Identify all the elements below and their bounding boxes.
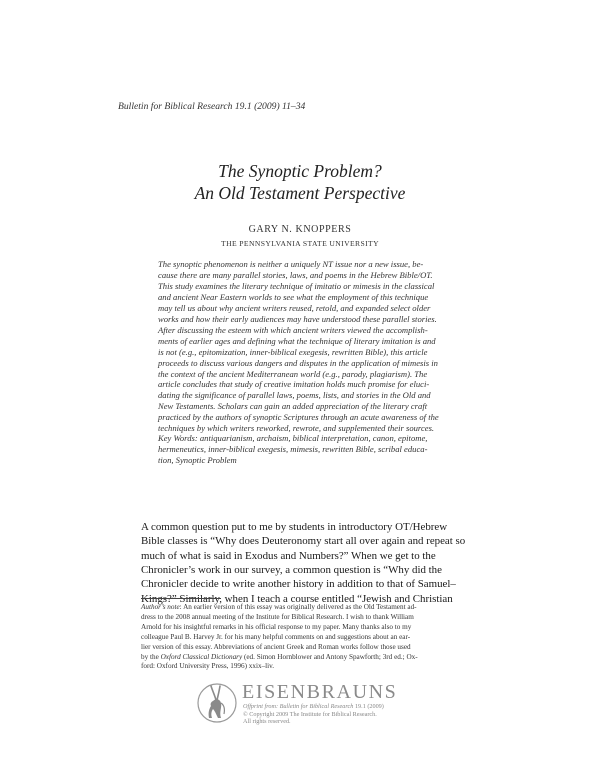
footnote-line: colleague Paul B. Harvey Jr. for his many helpful comments on and suggestions about an ear- (141, 632, 411, 641)
author-affiliation: THE PENNSYLVANIA STATE UNIVERSITY (221, 239, 379, 248)
body-line: Bible classes is “Why does Deuteronomy start all over again and repeat so (141, 535, 466, 548)
keywords-line: tion, Synoptic Problem (158, 454, 237, 465)
footnote-line: ford: Oxford University Press, 1996) xxix–liv. (141, 662, 275, 671)
copyright-line: © Copyright 2009 The Institute for Biblical Research. (243, 710, 377, 718)
abstract-line: article concludes that study of creative imitation holds much promise for eluci- (158, 379, 430, 390)
body-line: Chronicler decide to write another history in addition to that of Samuel– (141, 578, 456, 591)
footnote-line: Arnold for his insightful remarks in his official response to my paper. Many thanks also to my (141, 622, 412, 631)
abstract-line: the context of the ancient Mediterranean world (e.g., parody, plagiarism). The (158, 368, 428, 379)
article-title (0, 160, 600, 204)
title-line-1: The Synoptic Problem? (218, 161, 382, 181)
abstract-line: may tell us about why ancient writers reused, retold, and expanded select older (158, 302, 431, 313)
body-line: Kings?” Similarly, when I teach a course entitled “Jewish and Christian (141, 592, 453, 605)
abstract-line: is not (e.g., epitomization, inner-biblical exegesis, rewritten Bible), this article (158, 346, 428, 357)
footnote-rule (141, 598, 221, 599)
footnote-line: lier version of this essay. Abbreviations of ancient Greek and Roman works follow those used (141, 642, 411, 651)
body-line: Chronicler’s work in our survey, a common question is “Why did the (141, 564, 442, 577)
abstract-line: practiced by the authors of synoptic Scriptures through an acute awareness of the (158, 412, 439, 423)
footnote-line-6 (141, 653, 461, 663)
publisher-name: EISENBRAUNS (242, 681, 398, 703)
footnote-text: : An earlier version of this essay was originally delivered as the Old Testament ad- (179, 603, 417, 611)
footnote-citation-title: Oxford Classical Dictionary (160, 652, 243, 661)
footnote-text: by the (141, 652, 161, 661)
gazelle-logo-icon (197, 678, 237, 728)
offprint-line (243, 703, 384, 711)
abstract-line: techniques by which writers reworked, rewrote, and supplemented their sources. (158, 423, 435, 434)
offprint-prefix: Offprint from: (243, 703, 280, 710)
body-text (141, 520, 466, 606)
offprint-journal: Bulletin for Biblical Research (279, 703, 354, 710)
footnote-label: Author’s note (141, 603, 180, 611)
keywords-line: Key Words: antiquarianism, archaism, biblical interpretation, canon, epitome, (158, 433, 428, 443)
title-line-2: An Old Testament Perspective (194, 183, 406, 203)
abstract-line: After discussing the esteem with which ancient writers viewed the accomplish- (158, 324, 428, 335)
keywords (158, 433, 450, 466)
abstract-line: The synoptic phenomenon is neither a uniquely NT issue nor a new issue, be- (158, 259, 424, 269)
author-name: GARY N. KNOPPERS (248, 224, 352, 235)
rights-line: All rights reserved. (243, 718, 291, 726)
footnote-text: (ed. Simon Hornblower and Antony Spawforth; 3rd ed.; Ox- (242, 652, 418, 661)
abstract-line: cause there are many parallel stories, laws, and poems in the Hebrew Bible/OT. (158, 269, 433, 280)
footnote (141, 603, 461, 672)
keywords-line: hermeneutics, inner-biblical exegesis, mimesis, rewritten Bible, scribal educa- (158, 443, 428, 454)
abstract (158, 259, 450, 434)
abstract-line: This study examines the literary technique of imitatio or mimesis in the classical (158, 280, 435, 291)
abstract-line: ments of earlier ages and defining what the technique of literary imitation is and (158, 335, 436, 346)
running-head: Bulletin for Biblical Research 19.1 (2009) 11–34 (118, 101, 306, 112)
abstract-line: proceeds to discuss various dangers and disputes in the application of mimesis in (158, 357, 438, 368)
publisher-info (243, 703, 384, 726)
offprint-issue: 19.1 (2009) (353, 703, 384, 710)
abstract-line: dating the significance of parallel laws, poems, lists, and stories in the Old and (158, 390, 431, 401)
abstract-line: New Testaments. Scholars can gain an added appreciation of the literary craft (158, 401, 428, 412)
abstract-line: works and how their early audiences may have understood these parallel stories. (158, 313, 437, 324)
footnote-line: dress to the 2008 annual meeting of the Institute for Biblical Research. I wish to thank William (141, 612, 414, 621)
abstract-line: and ancient Near Eastern worlds to see what the employment of this technique (158, 291, 429, 302)
footnote-line-1 (141, 603, 461, 613)
body-line: A common question put to me by students in introductory OT/Hebrew (141, 521, 448, 533)
body-line: much of what is said in Exodus and Numbers?” When we get to the (141, 549, 436, 562)
